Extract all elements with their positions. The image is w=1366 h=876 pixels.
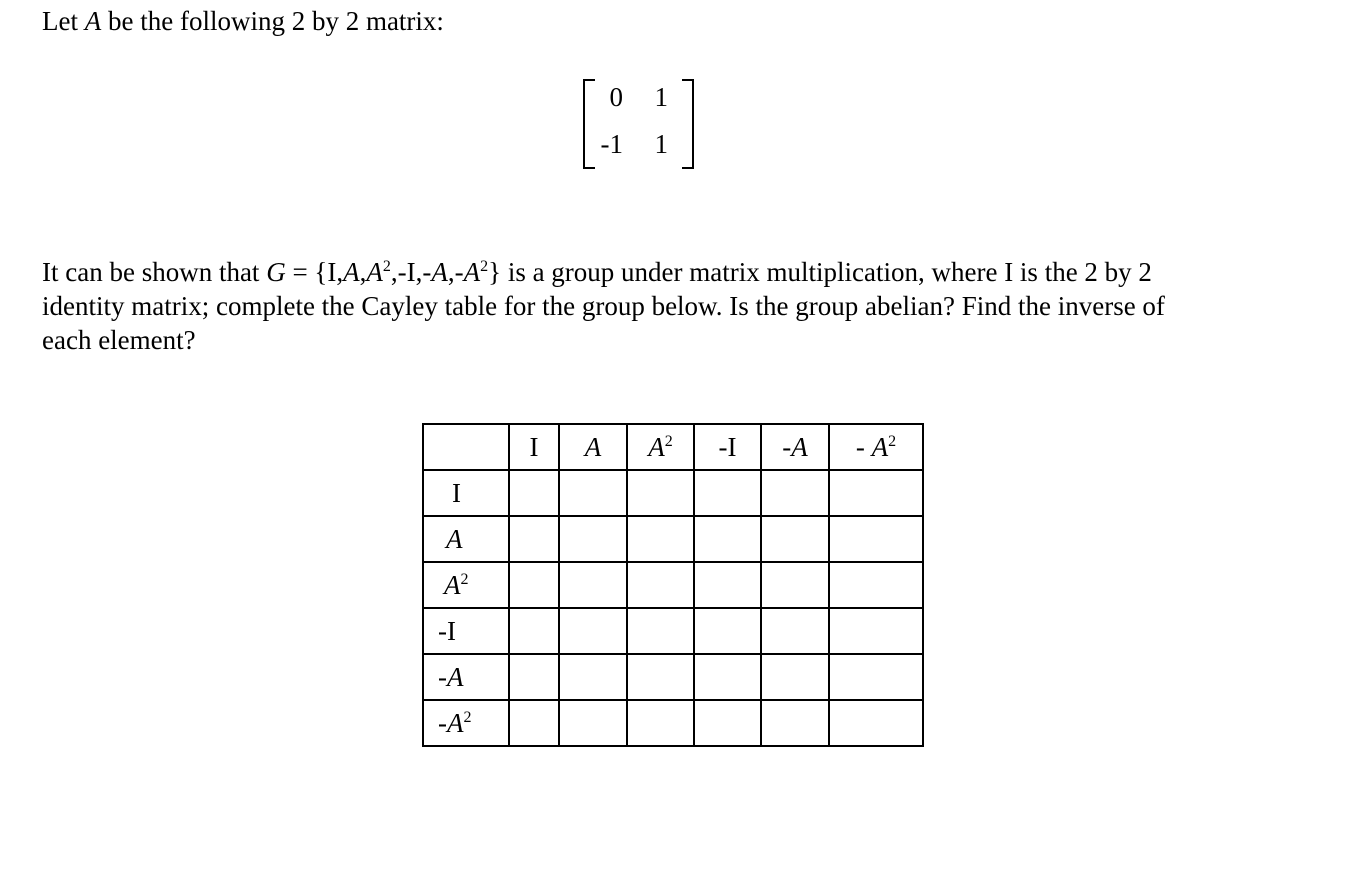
table-cell[interactable] [761, 608, 829, 654]
statement-text: ,- [447, 257, 464, 287]
table-cell[interactable] [627, 562, 694, 608]
row-header: -I [423, 608, 509, 654]
table-cell[interactable] [559, 654, 627, 700]
row-header: -A [423, 654, 509, 700]
table-cell[interactable] [761, 562, 829, 608]
intro-text [42, 4, 444, 38]
matrix-cell-r2c1: -1 [600, 129, 623, 159]
table-cell[interactable] [829, 470, 923, 516]
row-header: A [423, 516, 509, 562]
matrix-a [583, 79, 694, 167]
table-cell[interactable] [627, 700, 694, 746]
table-row [423, 700, 923, 746]
table-cell[interactable] [694, 608, 761, 654]
matrix-cell-r2c2: 1 [654, 129, 668, 159]
table-cell[interactable] [829, 516, 923, 562]
group-symbol: G [266, 257, 286, 287]
col-header: A [559, 424, 627, 470]
table-cell[interactable] [694, 700, 761, 746]
statement-line-2: identity matrix; complete the Cayley table for the group below. Is the group abelian? Find the inverse of [42, 291, 1165, 321]
table-cell[interactable] [761, 516, 829, 562]
cayley-table [422, 423, 924, 747]
table-row [423, 516, 923, 562]
matrix-cell-r1c2: 1 [654, 82, 668, 112]
table-row [423, 562, 923, 608]
table-cell[interactable] [559, 562, 627, 608]
table-cell[interactable] [829, 654, 923, 700]
table-cell[interactable] [627, 654, 694, 700]
table-row [423, 470, 923, 516]
table-cell[interactable] [694, 516, 761, 562]
col-header: $A^2$ [627, 424, 694, 470]
statement-line-3: each element? [42, 325, 196, 355]
row-header: I [423, 470, 509, 516]
table-cell[interactable] [509, 562, 559, 608]
col-header: - $A^2$ [829, 424, 923, 470]
matrix-variable: A [366, 257, 383, 287]
matrix-variable: A [343, 257, 360, 287]
intro-prefix: Let [42, 6, 85, 36]
table-cell[interactable] [829, 562, 923, 608]
statement-line-1 [42, 255, 1152, 289]
table-cell[interactable] [509, 700, 559, 746]
table-cell[interactable] [627, 516, 694, 562]
exponent: 2 [382, 258, 391, 275]
table-cell[interactable] [559, 470, 627, 516]
corner-cell [423, 424, 509, 470]
table-cell[interactable] [829, 608, 923, 654]
table-cell[interactable] [559, 608, 627, 654]
matrix-variable: A [84, 6, 102, 36]
table-cell[interactable] [761, 654, 829, 700]
table-cell[interactable] [627, 608, 694, 654]
table-cell[interactable] [509, 608, 559, 654]
statement-text: } is a group under matrix multiplication, where I is the 2 by 2 [488, 257, 1152, 287]
table-cell[interactable] [509, 470, 559, 516]
table-cell[interactable] [559, 516, 627, 562]
table-cell[interactable] [509, 654, 559, 700]
table-cell[interactable] [761, 700, 829, 746]
table-cell[interactable] [694, 654, 761, 700]
table-row [423, 608, 923, 654]
table-cell[interactable] [509, 516, 559, 562]
statement-text: = {I, [285, 257, 344, 287]
matrix-variable: A [463, 257, 481, 287]
matrix-cell-r1c1: 0 [609, 82, 623, 112]
statement-text: , [359, 257, 367, 287]
col-header: -A [761, 424, 829, 470]
table-cell[interactable] [829, 700, 923, 746]
exponent: 2 [480, 258, 489, 275]
col-header: -I [694, 424, 761, 470]
table-cell[interactable] [694, 470, 761, 516]
matrix-right-bracket [682, 79, 694, 169]
intro-suffix: be the following 2 by 2 matrix: [101, 6, 444, 36]
statement-text: It can be shown that [42, 257, 267, 287]
table-row [423, 654, 923, 700]
table-cell[interactable] [694, 562, 761, 608]
table-cell[interactable] [761, 470, 829, 516]
table-cell[interactable] [627, 470, 694, 516]
statement-text: ,-I,- [390, 257, 432, 287]
col-header: I [509, 424, 559, 470]
table-cell[interactable] [559, 700, 627, 746]
cayley-header-row [423, 424, 923, 470]
row-header: $A^2$ [423, 562, 509, 608]
matrix-variable: A [431, 257, 448, 287]
row-header: $-A^2$ [423, 700, 509, 746]
